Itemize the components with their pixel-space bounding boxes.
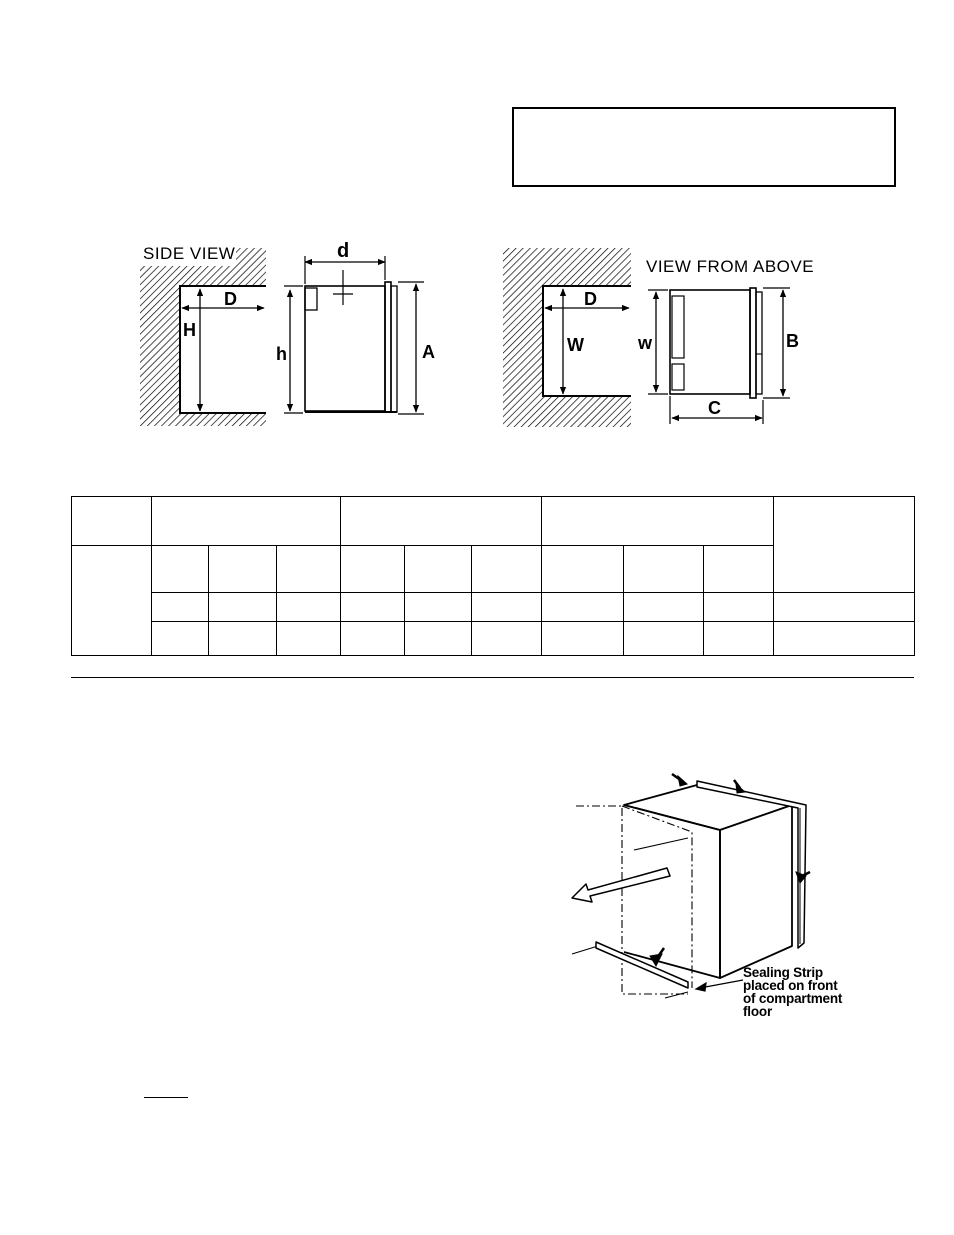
table-cell: [624, 592, 704, 621]
callout-line: floor: [743, 1004, 772, 1019]
sealing-strip-callout: [743, 966, 883, 1018]
table-cell: [341, 497, 542, 546]
table-cell: [704, 592, 774, 621]
side-view-wall: [140, 248, 266, 426]
table-cell: [209, 592, 277, 621]
table-cell: [472, 592, 542, 621]
top-view-label-w: w: [638, 333, 653, 353]
callout-line: of compartment: [743, 991, 843, 1006]
side-view-label-h: h: [276, 344, 287, 364]
table-cell: [152, 497, 341, 546]
table-cell: [152, 546, 209, 592]
table-cell: [704, 621, 774, 655]
table-cell: [72, 546, 152, 656]
underline-mark: [144, 1097, 188, 1098]
table-cell: [209, 546, 277, 592]
side-view-dimensions: [182, 289, 264, 411]
table-cell: [277, 592, 341, 621]
table-cell: [542, 497, 774, 546]
table-cell: [341, 546, 405, 592]
callout-line: placed on front: [743, 978, 838, 993]
table-cell: [341, 621, 405, 655]
table-cell: [774, 497, 915, 593]
callout-line: Sealing Strip: [743, 965, 823, 980]
table-cell: [542, 592, 624, 621]
table-cell: [472, 621, 542, 655]
table-cell: [152, 592, 209, 621]
table-cell: [277, 546, 341, 592]
table-cell: [472, 546, 542, 592]
table-cell: [774, 621, 915, 655]
table-cell: [405, 621, 472, 655]
top-view-label-D: D: [584, 289, 597, 309]
section-divider: [71, 677, 914, 678]
side-view-title: SIDE VIEW: [143, 244, 236, 263]
table-cell: [341, 592, 405, 621]
side-view-label-D: D: [224, 289, 237, 309]
top-view-label-W: W: [567, 335, 584, 355]
side-view-label-A: A: [422, 342, 435, 362]
table-cell: [209, 621, 277, 655]
table-cell: [405, 546, 472, 592]
table-cell: [405, 592, 472, 621]
top-view-title: VIEW FROM ABOVE: [646, 257, 815, 276]
table-cell: [542, 546, 624, 592]
table-row: [72, 621, 915, 655]
table-cell: [704, 546, 774, 592]
table-cell: [624, 546, 704, 592]
side-view-unit: [284, 256, 424, 414]
table-cell: [774, 592, 915, 621]
table-cell: [542, 621, 624, 655]
table-cell: [624, 621, 704, 655]
table-cell: [72, 497, 152, 546]
table-cell: [152, 621, 209, 655]
table-header-row: [72, 497, 915, 546]
table-row: [72, 592, 915, 621]
dimension-table: [71, 496, 915, 656]
top-view-label-B: B: [786, 331, 799, 351]
side-view-label-H: H: [183, 320, 196, 340]
top-view-label-C: C: [708, 398, 721, 418]
table-cell: [277, 621, 341, 655]
side-view-label-d: d: [337, 240, 350, 262]
